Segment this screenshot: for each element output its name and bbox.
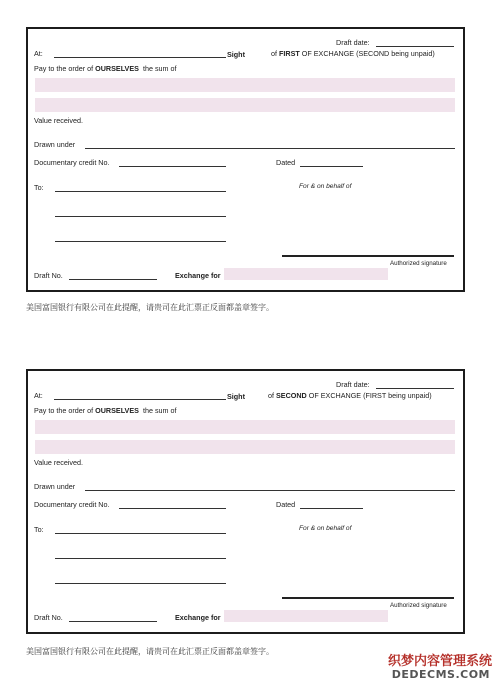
amount-field-2[interactable] [35, 98, 455, 112]
to-label: To: [34, 525, 44, 534]
at-label: At: [34, 391, 43, 400]
doc-credit-field[interactable] [119, 166, 226, 167]
draft-no-field[interactable] [69, 279, 157, 280]
to-field-3[interactable] [55, 241, 226, 242]
dated-label: Dated [276, 500, 296, 509]
authorized-signature-label: Authorized signature [390, 260, 447, 267]
exchange-for-label: Exchange for [175, 613, 221, 622]
value-received-label: Value received. [34, 458, 84, 467]
draft-form-first [26, 27, 465, 292]
notice-text-2: 美国富国银行有限公司在此提醒，请贵司在此汇票正反面都盖章签字。 [26, 647, 274, 656]
draft-date-label: Draft date: [336, 380, 370, 389]
dated-label: Dated [276, 158, 296, 167]
dated-field[interactable] [300, 166, 363, 167]
watermark-title: 织梦内容管理系统 [387, 654, 492, 669]
notice-text-1: 美国富国银行有限公司在此提醒，请贵司在此汇票正反面都盖章签字。 [26, 303, 274, 312]
on-behalf-label: For & on behalf of [299, 525, 352, 532]
doc-credit-label: Documentary credit No. [34, 158, 110, 167]
drawn-under-field[interactable] [85, 148, 455, 149]
amount-field-1[interactable] [35, 78, 455, 92]
pay-order-line: Pay to the order of OURSELVES the sum of [34, 64, 177, 73]
dated-field[interactable] [300, 508, 363, 509]
amount-field-1[interactable] [35, 420, 455, 434]
doc-credit-label: Documentary credit No. [34, 500, 110, 509]
exchange-for-field[interactable] [224, 268, 388, 280]
pay-order-line: Pay to the order of OURSELVES the sum of [34, 406, 177, 415]
exchange-heading: of FIRST OF EXCHANGE (SECOND being unpaid) [271, 49, 435, 58]
to-field-1[interactable] [55, 191, 226, 192]
draft-date-label: Draft date: [336, 38, 370, 47]
at-field[interactable] [54, 399, 226, 400]
value-received-label: Value received. [34, 116, 84, 125]
to-field-2[interactable] [55, 558, 226, 559]
signature-line[interactable] [282, 255, 454, 257]
at-field[interactable] [54, 57, 226, 58]
exchange-heading: of SECOND OF EXCHANGE (FIRST being unpaid) [268, 391, 432, 400]
draft-no-label: Draft No. [34, 613, 63, 622]
draft-no-field[interactable] [69, 621, 157, 622]
sight-label: Sight [227, 50, 245, 59]
authorized-signature-label: Authorized signature [390, 602, 447, 609]
draft-date-field[interactable] [376, 388, 454, 389]
amount-field-2[interactable] [35, 440, 455, 454]
watermark-url: DEDECMS.COM [391, 668, 490, 681]
to-field-1[interactable] [55, 533, 226, 534]
at-label: At: [34, 49, 43, 58]
exchange-for-label: Exchange for [175, 271, 221, 280]
drawn-under-label: Drawn under [34, 140, 76, 149]
draft-form-second [26, 369, 465, 634]
to-field-2[interactable] [55, 216, 226, 217]
exchange-for-field[interactable] [224, 610, 388, 622]
drawn-under-field[interactable] [85, 490, 455, 491]
draft-date-field[interactable] [376, 46, 454, 47]
draft-no-label: Draft No. [34, 271, 63, 280]
on-behalf-label: For & on behalf of [299, 183, 352, 190]
doc-credit-field[interactable] [119, 508, 226, 509]
to-label: To: [34, 183, 44, 192]
drawn-under-label: Drawn under [34, 482, 76, 491]
sight-label: Sight [227, 392, 245, 401]
to-field-3[interactable] [55, 583, 226, 584]
signature-line[interactable] [282, 597, 454, 599]
